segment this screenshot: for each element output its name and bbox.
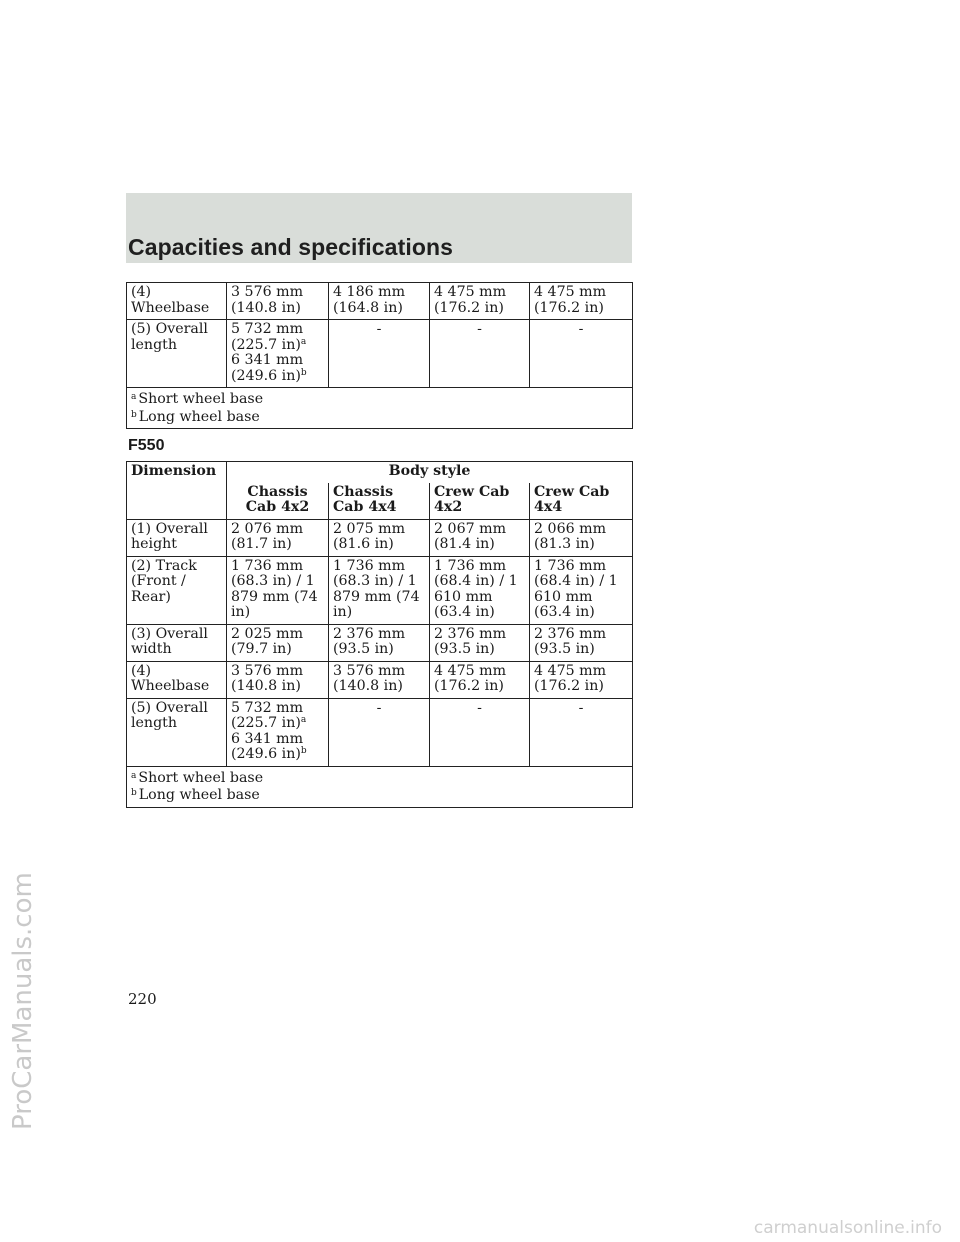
table-cell: - bbox=[329, 320, 430, 388]
table-cell: 1 736 mm (68.3 in) / 1 879 mm (74 in) bbox=[227, 556, 329, 624]
table-row bbox=[127, 661, 633, 698]
row-label: (3) Overall width bbox=[127, 624, 227, 661]
body-style-header: Body style bbox=[227, 462, 633, 483]
cell-line: (225.7 in) bbox=[231, 715, 301, 731]
table-cell: 3 576 mm (140.8 in) bbox=[227, 283, 329, 320]
page-number: 220 bbox=[128, 990, 157, 1008]
table-cell: 2 067 mm (81.4 in) bbox=[430, 519, 530, 556]
cell-line: 6 341 mm bbox=[231, 352, 304, 368]
row-label: (2) Track (Front / Rear) bbox=[127, 556, 227, 624]
row-label: (4) Wheelbase bbox=[127, 661, 227, 698]
footnote-row bbox=[127, 766, 633, 807]
footnote-mark: a bbox=[300, 336, 307, 347]
table-header-row bbox=[127, 483, 633, 520]
footnote-mark: b bbox=[131, 409, 137, 420]
table-cell: 1 736 mm (68.4 in) / 1 610 mm (63.4 in) bbox=[430, 556, 530, 624]
table-row bbox=[127, 556, 633, 624]
row-label: (5) Overall length bbox=[127, 698, 227, 766]
table-row bbox=[127, 698, 633, 766]
page-title: Capacities and specifications bbox=[128, 234, 454, 260]
table-cell: 3 576 mm (140.8 in) bbox=[227, 661, 329, 698]
table-cell: 2 066 mm (81.3 in) bbox=[530, 519, 633, 556]
table-cell: 2 025 mm (79.7 in) bbox=[227, 624, 329, 661]
table-header-row bbox=[127, 462, 633, 483]
footnote-mark: a bbox=[131, 392, 137, 402]
dimension-header: Dimension bbox=[127, 462, 227, 483]
table-cell: 2 075 mm (81.6 in) bbox=[329, 519, 430, 556]
table-cell: 4 186 mm (164.8 in) bbox=[329, 283, 430, 320]
table-row bbox=[127, 624, 633, 661]
table-cell: 1 736 mm (68.3 in) / 1 879 mm (74 in) bbox=[329, 556, 430, 624]
table-cell: 2 076 mm (81.7 in) bbox=[227, 519, 329, 556]
cell-line: 5 732 mm bbox=[231, 699, 304, 716]
footnotes bbox=[127, 766, 633, 807]
column-header: Chassis Cab 4x4 bbox=[329, 483, 430, 520]
table-cell: 3 576 mm (140.8 in) bbox=[329, 661, 430, 698]
footnotes bbox=[127, 388, 633, 429]
table-cell bbox=[227, 698, 329, 766]
row-label: (4) Wheelbase bbox=[127, 283, 227, 320]
table-cell: 2 376 mm (93.5 in) bbox=[430, 624, 530, 661]
table-cell: 1 736 mm (68.4 in) / 1 610 mm (63.4 in) bbox=[530, 556, 633, 624]
row-label: (5) Overall length bbox=[127, 320, 227, 388]
footnote-mark: b bbox=[300, 746, 307, 756]
table-cell: 4 475 mm (176.2 in) bbox=[530, 283, 633, 320]
table-cell: 4 475 mm (176.2 in) bbox=[430, 283, 530, 320]
column-header: Crew Cab 4x2 bbox=[430, 483, 530, 520]
section-label: F550 bbox=[128, 437, 165, 454]
footnote-text: Long wheel base bbox=[138, 408, 260, 425]
top-spec-table bbox=[126, 282, 633, 429]
table-cell: - bbox=[329, 698, 430, 766]
table-cell: 4 475 mm (176.2 in) bbox=[530, 661, 633, 698]
footnote-row bbox=[127, 388, 633, 429]
row-label: (1) Overall height bbox=[127, 519, 227, 556]
cell-line: 5 732 mm bbox=[231, 321, 304, 337]
cell-line: (249.6 in) bbox=[231, 367, 301, 384]
table-row bbox=[127, 519, 633, 556]
cell-line: 6 341 mm bbox=[231, 730, 304, 747]
cell-line: (225.7 in) bbox=[231, 336, 301, 353]
column-header: Crew Cab 4x4 bbox=[530, 483, 633, 520]
table-cell: - bbox=[430, 320, 530, 388]
table-row bbox=[127, 320, 633, 388]
table-cell: 2 376 mm (93.5 in) bbox=[530, 624, 633, 661]
footnote-text: Short wheel base bbox=[138, 769, 264, 786]
footer-url: carmanualsonline.info bbox=[753, 1218, 942, 1238]
table-cell: 4 475 mm (176.2 in) bbox=[430, 661, 530, 698]
watermark-text: ProCarManuals.com bbox=[8, 872, 38, 1130]
table-row bbox=[127, 283, 633, 320]
footnote-text: Short wheel base bbox=[138, 391, 264, 407]
footnote-mark: b bbox=[131, 788, 137, 798]
table-cell: - bbox=[530, 320, 633, 388]
table-cell: 2 376 mm (93.5 in) bbox=[329, 624, 430, 661]
footnote-text: Long wheel base bbox=[138, 787, 260, 803]
f550-spec-table bbox=[126, 461, 633, 808]
footnote-mark: a bbox=[131, 770, 137, 781]
cell-line: (249.6 in) bbox=[231, 746, 301, 762]
footnote-mark: b bbox=[300, 367, 307, 378]
column-header: Chassis Cab 4x2 bbox=[227, 483, 329, 520]
header-blank bbox=[127, 483, 227, 520]
footnote-mark: a bbox=[300, 715, 307, 725]
table-cell bbox=[227, 320, 329, 388]
table-cell: - bbox=[430, 698, 530, 766]
table-cell: - bbox=[530, 698, 633, 766]
